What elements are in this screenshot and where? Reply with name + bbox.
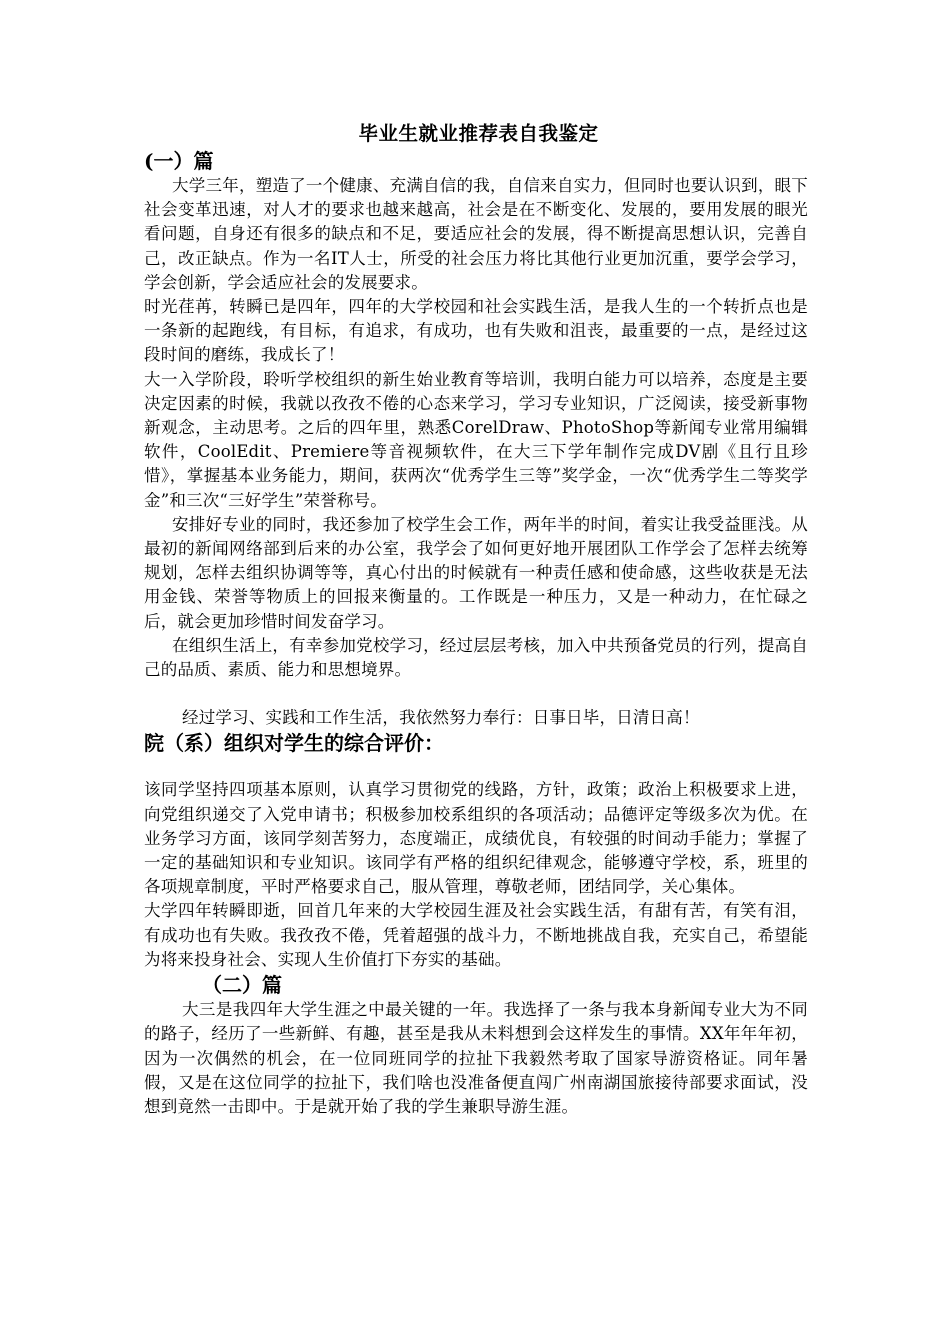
document-page <box>144 120 808 1119</box>
section2-heading: （二）篇 <box>202 973 282 998</box>
section1-paragraph-6: 经过学习、实践和工作生活，我依然努力奉行：日事日毕，日清日高！ <box>182 708 700 728</box>
section1-paragraph-3: 大一入学阶段，聆听学校组织的新生始业教育等培训，我明白能力可以培养，态度是主要决定因素的时候，我就以孜孜不倦的心态来学习，学习专业知识，广泛阅读，接受新事物新观念，主动思考。之后的四年里，熟悉CorelDraw、PhotoShop等新闻专业常用编辑软件，CoolEdit、Premiere等音视频软件，在大三下学年制作完成DV剧《且行且珍惜》，掌握基本业务能力，期间，获两次“优秀学生三等”奖学金，一次“优秀学生二等奖学金”和三次“三好学生”荣誉称号。 <box>144 369 808 510</box>
evaluation-heading: 院（系）组织对学生的综合评价： <box>144 731 444 756</box>
document-title: 毕业生就业推荐表自我鉴定 <box>358 122 599 145</box>
blank-line <box>144 756 808 778</box>
evaluation-paragraph-1: 该同学坚持四项基本原则，认真学习贯彻党的线路，方针，政策；政治上积极要求上进，向党组织递交了入党申请书；积极参加校系组织的各项活动；品德评定等级多次为优。在业务学习方面，该同学刻苦努力，态度端正，成绩优良，有较强的时间动手能力；掌握了一定的基础知识和专业知识。该同学有严格的组织纪律观念，能够遵守学校，系，班里的各项规章制度，平时严格要求自己，服从管理，尊敬老师，团结同学，关心集体。 <box>144 780 808 897</box>
blank-line <box>144 682 808 706</box>
section1-paragraph-1: 大学三年，塑造了一个健康、充满自信的我，自信来自实力，但同时也要认识到，眼下社会变革迅速，对人才的要求也越来越高，社会是在不断变化、发展的，要用发展的眼光看问题，自身还有很多的缺点和不足，要适应社会的发展，得不断提高思想认识，完善自己，改正缺点。作为一名IT人士，所受的社会压力将比其他行业更加沉重，要学会学习，学会创新，学会适应社会的发展要求。 <box>144 176 808 292</box>
section1-paragraph-2: 时光荏苒，转瞬已是四年，四年的大学校园和社会实践生活，是我人生的一个转折点也是一条新的起跑线，有目标，有追求，有成功，也有失败和沮丧，最重要的一点，是经过这段时间的磨练，我成长了！ <box>144 297 808 365</box>
section1-paragraph-4: 安排好专业的同时，我还参加了校学生会工作，两年半的时间，着实让我受益匪浅。从最初的新闻网络部到后来的办公室，我学会了如何更好地开展团队工作学会了怎样去统筹规划，怎样去组织协调等等，真心付出的时候就有一种责任感和使命感，这些收获是无法用金钱、荣誉等物质上的回报来衡量的。工作既是一种压力，又是一种动力，在忙碌之后，就会更加珍惜时间发奋学习。 <box>144 514 808 631</box>
section2-paragraph-1: 大三是我四年大学生涯之中最关键的一年。我选择了一条与我本身新闻专业大为不同的路子，经历了一些新鲜、有趣，甚至是我从未料想到会这样发生的事情。XX年年年初，因为一次偶然的机会，在一位同班同学的拉扯下我毅然考取了国家导游资格证。同年暑假，又是在这位同学的拉扯下，我们啥也没准备便直闯广州南湖国旅接待部要求面试，没想到竟然一击即中。于是就开始了我的学生兼职导游生涯。 <box>144 1000 808 1116</box>
evaluation-paragraph-2: 大学四年转瞬即逝，回首几年来的大学校园生涯及社会实践生活，有甜有苦，有笑有泪，有成功也有失败。我孜孜不倦，凭着超强的战斗力，不断地挑战自我，充实自己，希望能为将来投身社会、实现人生价值打下夯实的基础。 <box>144 901 808 969</box>
section1-heading: (一）篇 <box>144 149 214 173</box>
section1-paragraph-5: 在组织生活上，有幸参加党校学习，经过层层考核，加入中共预备党员的行列，提高自己的品质、素质、能力和思想境界。 <box>144 635 808 680</box>
